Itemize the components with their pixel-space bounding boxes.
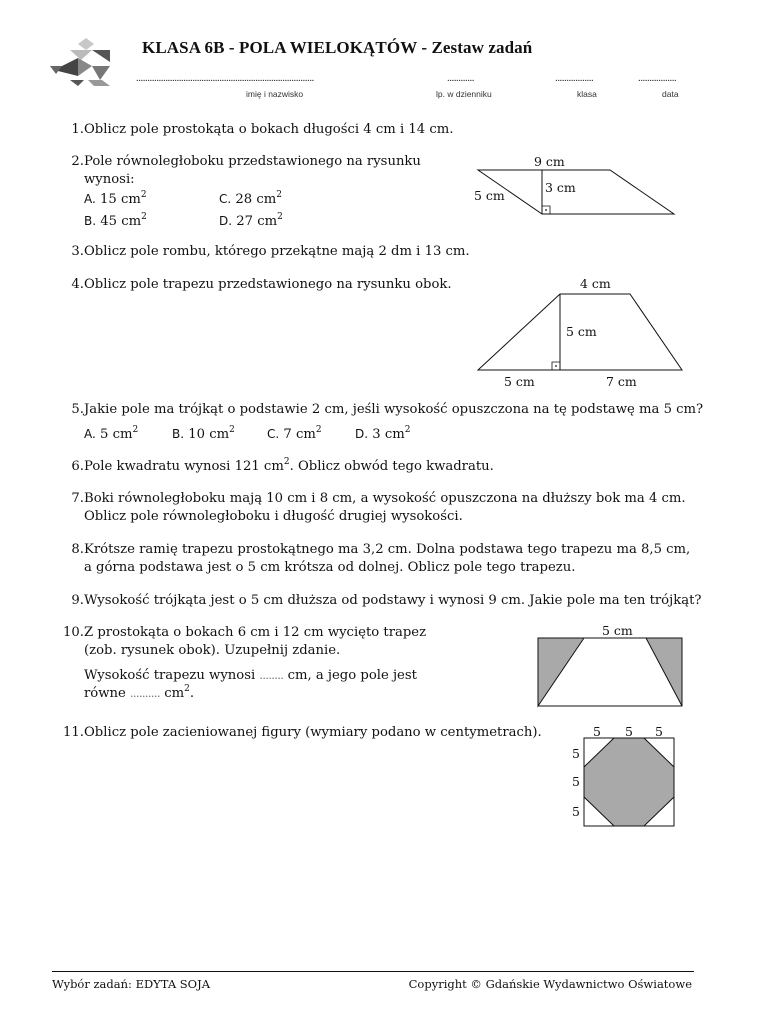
footer-author: Wybór zadań: EDYTA SOJA bbox=[52, 977, 211, 991]
q2-option-c: C. 28 $cm^2$ bbox=[219, 189, 282, 207]
footer-rule bbox=[52, 971, 694, 972]
octagon-figure bbox=[566, 722, 690, 830]
date-field-label: data bbox=[662, 89, 679, 99]
parallelogram-side-label: 5 cm bbox=[474, 188, 505, 203]
name-field-label: imię i nazwisko bbox=[246, 89, 304, 99]
date-field-dots: ................. bbox=[638, 72, 677, 84]
question-9: 9. Wysokość trójkąta jest o 5 cm dłuższa od podstawy i wynosi 9 cm. Jakie pole ma ten trójkąt? bbox=[71, 593, 702, 608]
q10-fill-line-2: równe .......... $cm^2$. bbox=[84, 683, 195, 701]
q10-height-blank: ........ bbox=[259, 669, 284, 682]
octagon-top-label-2: 5 bbox=[625, 724, 633, 739]
class-field-dots: ................. bbox=[555, 72, 594, 84]
question-3: 3. Oblicz pole rombu, którego przekątne mają 2 dm i 13 cm. bbox=[71, 244, 470, 259]
question-6: 6. Pole kwadratu wynosi 121 $cm^2$. Oblicz obwód tego kwadratu. bbox=[71, 456, 494, 474]
number-field-label: lp. w dzienniku bbox=[436, 89, 492, 99]
octagon-top-label-1: 5 bbox=[593, 724, 601, 739]
octagon-top-label-3: 5 bbox=[655, 724, 663, 739]
page-title: KLASA 6B - POLA WIELOKĄTÓW - Zestaw zadań bbox=[142, 38, 533, 57]
question-5: 5. Jakie pole ma trójkąt o podstawie 2 cm, jeśli wysokość opuszczona na tę podstawę ma 5 cm? bbox=[71, 402, 704, 417]
cut-trapezoid-top-label: 5 cm bbox=[602, 623, 633, 638]
trapezoid-height-label: 5 cm bbox=[566, 324, 597, 339]
class-field-label: klasa bbox=[577, 89, 597, 99]
number-field-dots: ............ bbox=[447, 72, 474, 84]
footer-copyright: Copyright © Gdańskie Wydawnictwo Oświatowe bbox=[408, 977, 692, 991]
cut-trapezoid-figure bbox=[534, 622, 688, 710]
trapezoid-top-label: 4 cm bbox=[580, 276, 611, 291]
q5-option-d: D. 3 $cm^2$ bbox=[355, 424, 411, 442]
name-field-dots: ............................................................................... bbox=[136, 72, 314, 84]
trapezoid-right-label: 7 cm bbox=[606, 374, 637, 389]
octagon-left-label-3: 5 bbox=[572, 804, 580, 819]
question-4: 4. Oblicz pole trapezu przedstawionego na rysunku obok. bbox=[71, 277, 452, 292]
q2-option-b: B. 45 $cm^2$ bbox=[84, 211, 147, 229]
trapezoid-left-label: 5 cm bbox=[504, 374, 535, 389]
tangram-logo bbox=[48, 36, 116, 86]
trapezoid-figure bbox=[470, 274, 690, 390]
q2-option-a: A. 15 $cm^2$ bbox=[84, 189, 147, 207]
octagon-left-label-1: 5 bbox=[572, 746, 580, 761]
question-7: 7. Boki równoległoboku mają 10 cm i 8 cm, a wysokość opuszczona na dłuższy bok ma 4 cm. Oblicz pole równoległoboku i długość drugiej wysokości. bbox=[71, 491, 686, 524]
question-1: 1. Oblicz pole prostokąta o bokach długości 4 cm i 14 cm. bbox=[71, 122, 454, 137]
question-11: 11. Oblicz pole zacieniowanej figury (wymiary podano w centymetrach). bbox=[63, 725, 542, 740]
question-2: 2. Pole równoległoboku przedstawionego na rysunku wynosi: bbox=[71, 154, 421, 187]
q5-option-a: A. 5 $cm^2$ bbox=[84, 424, 139, 442]
q10-area-blank: .......... bbox=[130, 687, 160, 700]
q2-option-d: D. 27 $cm^2$ bbox=[219, 211, 283, 229]
parallelogram-height-label: 3 cm bbox=[545, 180, 576, 195]
octagon-left-label-2: 5 bbox=[572, 774, 580, 789]
parallelogram-top-label: 9 cm bbox=[534, 154, 565, 169]
q10-fill-line-1: Wysokość trapezu wynosi ........ cm, a jego pole jest bbox=[84, 668, 417, 683]
parallelogram-figure bbox=[468, 150, 688, 222]
question-8: 8. Krótsze ramię trapezu prostokątnego ma 3,2 cm. Dolna podstawa tego trapezu ma 8,5 cm, a górna podstawa jest o 5 cm krótsza od dolnej. Oblicz pole tego trapezu. bbox=[71, 542, 691, 575]
question-10: 10. Z prostokąta o bokach 6 cm i 12 cm wycięto trapez (zob. rysunek obok). Uzupełnij zdanie. bbox=[63, 625, 427, 658]
q5-option-c: C. 7 $cm^2$ bbox=[267, 424, 322, 442]
q5-option-b: B. 10 $cm^2$ bbox=[172, 424, 235, 442]
